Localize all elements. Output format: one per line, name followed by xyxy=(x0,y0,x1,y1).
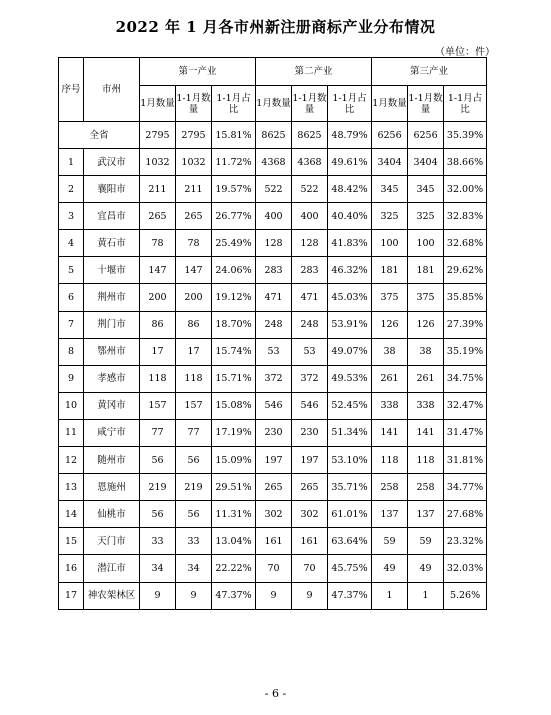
table-cell: 22.22% xyxy=(212,555,256,582)
table-cell: 35.85% xyxy=(444,284,487,311)
row-index: 16 xyxy=(59,555,84,582)
table-cell: 53 xyxy=(256,338,292,365)
table-cell: 1032 xyxy=(176,149,212,176)
table-cell: 325 xyxy=(408,203,444,230)
table-cell: 211 xyxy=(176,176,212,203)
header-sub: 1-1月占比 xyxy=(212,86,256,122)
table-cell: 23.32% xyxy=(444,528,487,555)
table-cell: 77 xyxy=(140,419,176,446)
table-cell: 200 xyxy=(140,284,176,311)
table-cell: 53.10% xyxy=(328,447,372,474)
header-sub: 1-1月占比 xyxy=(328,86,372,122)
table-cell: 546 xyxy=(256,392,292,419)
table-cell: 141 xyxy=(408,419,444,446)
row-city: 十堰市 xyxy=(84,257,140,284)
table-cell: 86 xyxy=(176,311,212,338)
table-cell: 46.32% xyxy=(328,257,372,284)
table-cell: 265 xyxy=(292,474,328,501)
table-cell: 56 xyxy=(176,447,212,474)
row-index: 9 xyxy=(59,365,84,392)
row-index: 5 xyxy=(59,257,84,284)
table-cell: 49.07% xyxy=(328,338,372,365)
table-cell: 261 xyxy=(372,365,408,392)
table-cell: 4368 xyxy=(292,149,328,176)
table-cell: 137 xyxy=(408,501,444,528)
table-cell: 372 xyxy=(292,365,328,392)
table-cell: 45.03% xyxy=(328,284,372,311)
table-cell: 161 xyxy=(292,528,328,555)
table-cell: 32.68% xyxy=(444,230,487,257)
table-cell: 157 xyxy=(176,392,212,419)
table-cell: 15.08% xyxy=(212,392,256,419)
table-cell: 35.39% xyxy=(444,122,487,149)
table-cell: 197 xyxy=(256,447,292,474)
table-cell: 31.81% xyxy=(444,447,487,474)
table-cell: 197 xyxy=(292,447,328,474)
table-cell: 375 xyxy=(372,284,408,311)
header-city: 市州 xyxy=(84,58,140,122)
table-cell: 283 xyxy=(256,257,292,284)
table-cell: 38 xyxy=(372,338,408,365)
table-row xyxy=(59,176,487,203)
table-row xyxy=(59,149,487,176)
table-cell: 147 xyxy=(140,257,176,284)
row-index: 7 xyxy=(59,311,84,338)
table-cell: 34 xyxy=(176,555,212,582)
table-cell: 63.64% xyxy=(328,528,372,555)
table-cell: 181 xyxy=(372,257,408,284)
row-city: 潜江市 xyxy=(84,555,140,582)
table-cell: 283 xyxy=(292,257,328,284)
table-cell: 219 xyxy=(140,474,176,501)
table-cell: 11.72% xyxy=(212,149,256,176)
row-index: 8 xyxy=(59,338,84,365)
table-row xyxy=(59,419,487,446)
table-cell: 53 xyxy=(292,338,328,365)
row-city: 神农架林区 xyxy=(84,582,140,609)
header-group-tertiary: 第三产业 xyxy=(372,58,487,86)
table-cell: 77 xyxy=(176,419,212,446)
table-cell: 1 xyxy=(372,582,408,609)
table-cell: 2795 xyxy=(140,122,176,149)
row-city: 荆州市 xyxy=(84,284,140,311)
table-cell: 338 xyxy=(408,392,444,419)
header-sub: 1月数量 xyxy=(140,86,176,122)
table-cell: 6256 xyxy=(408,122,444,149)
table-cell: 32.83% xyxy=(444,203,487,230)
table-cell: 230 xyxy=(292,419,328,446)
table-row xyxy=(59,257,487,284)
table-cell: 258 xyxy=(408,474,444,501)
table-cell: 17.19% xyxy=(212,419,256,446)
table-row xyxy=(59,528,487,555)
table-cell: 345 xyxy=(408,176,444,203)
table-cell: 137 xyxy=(372,501,408,528)
table-row xyxy=(59,392,487,419)
table-cell: 118 xyxy=(176,365,212,392)
table-cell: 338 xyxy=(372,392,408,419)
row-index: 17 xyxy=(59,582,84,609)
row-index: 13 xyxy=(59,474,84,501)
row-index: 10 xyxy=(59,392,84,419)
total-row xyxy=(59,122,487,149)
table-cell: 302 xyxy=(292,501,328,528)
table-row xyxy=(59,338,487,365)
table-cell: 9 xyxy=(292,582,328,609)
table-row xyxy=(59,311,487,338)
table-cell: 141 xyxy=(372,419,408,446)
table-cell: 3404 xyxy=(408,149,444,176)
table-cell: 248 xyxy=(292,311,328,338)
table-cell: 15.81% xyxy=(212,122,256,149)
table-cell: 1 xyxy=(408,582,444,609)
table-cell: 211 xyxy=(140,176,176,203)
trademark-table xyxy=(58,57,487,610)
table-cell: 546 xyxy=(292,392,328,419)
table-cell: 9 xyxy=(140,582,176,609)
table-cell: 522 xyxy=(256,176,292,203)
table-cell: 33 xyxy=(176,528,212,555)
table-cell: 100 xyxy=(408,230,444,257)
table-row xyxy=(59,582,487,609)
table-cell: 325 xyxy=(372,203,408,230)
table-cell: 32.47% xyxy=(444,392,487,419)
table-cell: 400 xyxy=(256,203,292,230)
table-cell: 5.26% xyxy=(444,582,487,609)
table-cell: 56 xyxy=(176,501,212,528)
table-cell: 29.51% xyxy=(212,474,256,501)
header-sub: 1-1月数量 xyxy=(408,86,444,122)
table-cell: 32.03% xyxy=(444,555,487,582)
table-cell: 33 xyxy=(140,528,176,555)
table-cell: 34.75% xyxy=(444,365,487,392)
table-cell: 61.01% xyxy=(328,501,372,528)
table-cell: 48.42% xyxy=(328,176,372,203)
table-row xyxy=(59,555,487,582)
row-city: 咸宁市 xyxy=(84,419,140,446)
table-cell: 126 xyxy=(408,311,444,338)
table-cell: 118 xyxy=(372,447,408,474)
table-cell: 49 xyxy=(372,555,408,582)
table-cell: 78 xyxy=(176,230,212,257)
row-city: 孝感市 xyxy=(84,365,140,392)
row-index: 11 xyxy=(59,419,84,446)
row-index: 4 xyxy=(59,230,84,257)
header-sub: 1-1月数量 xyxy=(176,86,212,122)
table-row xyxy=(59,284,487,311)
row-city: 黄冈市 xyxy=(84,392,140,419)
row-index: 14 xyxy=(59,501,84,528)
table-cell: 372 xyxy=(256,365,292,392)
table-cell: 157 xyxy=(140,392,176,419)
total-label: 全省 xyxy=(59,122,140,149)
table-row xyxy=(59,474,487,501)
table-cell: 32.00% xyxy=(444,176,487,203)
table-cell: 128 xyxy=(256,230,292,257)
table-row xyxy=(59,447,487,474)
table-cell: 34 xyxy=(140,555,176,582)
row-city: 荆门市 xyxy=(84,311,140,338)
table-cell: 41.83% xyxy=(328,230,372,257)
table-cell: 59 xyxy=(372,528,408,555)
table-cell: 6256 xyxy=(372,122,408,149)
table-cell: 128 xyxy=(292,230,328,257)
header-sub: 1-1月占比 xyxy=(444,86,487,122)
table-cell: 56 xyxy=(140,447,176,474)
table-cell: 248 xyxy=(256,311,292,338)
table-cell: 29.62% xyxy=(444,257,487,284)
table-cell: 86 xyxy=(140,311,176,338)
table-cell: 3404 xyxy=(372,149,408,176)
header-group-secondary: 第二产业 xyxy=(256,58,372,86)
row-index: 15 xyxy=(59,528,84,555)
table-cell: 17 xyxy=(140,338,176,365)
table-cell: 35.19% xyxy=(444,338,487,365)
table-cell: 8625 xyxy=(292,122,328,149)
table-cell: 49.61% xyxy=(328,149,372,176)
table-cell: 19.12% xyxy=(212,284,256,311)
table-cell: 70 xyxy=(292,555,328,582)
table-cell: 52.45% xyxy=(328,392,372,419)
table-cell: 11.31% xyxy=(212,501,256,528)
table-cell: 48.79% xyxy=(328,122,372,149)
table-cell: 35.71% xyxy=(328,474,372,501)
table-cell: 49.53% xyxy=(328,365,372,392)
table-cell: 40.40% xyxy=(328,203,372,230)
table-cell: 258 xyxy=(372,474,408,501)
row-city: 武汉市 xyxy=(84,149,140,176)
table-cell: 345 xyxy=(372,176,408,203)
header-group-primary: 第一产业 xyxy=(140,58,256,86)
row-index: 3 xyxy=(59,203,84,230)
table-cell: 38 xyxy=(408,338,444,365)
header-idx: 序号 xyxy=(59,58,84,122)
table-cell: 27.68% xyxy=(444,501,487,528)
table-cell: 126 xyxy=(372,311,408,338)
table-cell: 302 xyxy=(256,501,292,528)
table-cell: 375 xyxy=(408,284,444,311)
row-city: 襄阳市 xyxy=(84,176,140,203)
table-cell: 31.47% xyxy=(444,419,487,446)
table-cell: 38.66% xyxy=(444,149,487,176)
table-cell: 13.04% xyxy=(212,528,256,555)
table-cell: 17 xyxy=(176,338,212,365)
table-cell: 15.09% xyxy=(212,447,256,474)
table-row xyxy=(59,230,487,257)
header-sub: 1-1月数量 xyxy=(292,86,328,122)
row-city: 仙桃市 xyxy=(84,501,140,528)
table-cell: 15.74% xyxy=(212,338,256,365)
table-cell: 181 xyxy=(408,257,444,284)
table-cell: 9 xyxy=(256,582,292,609)
table-cell: 161 xyxy=(256,528,292,555)
table-cell: 1032 xyxy=(140,149,176,176)
table-cell: 471 xyxy=(256,284,292,311)
row-city: 宜昌市 xyxy=(84,203,140,230)
table-cell: 8625 xyxy=(256,122,292,149)
table-cell: 34.77% xyxy=(444,474,487,501)
table-cell: 471 xyxy=(292,284,328,311)
table-cell: 59 xyxy=(408,528,444,555)
table-cell: 118 xyxy=(140,365,176,392)
table-cell: 51.34% xyxy=(328,419,372,446)
row-index: 2 xyxy=(59,176,84,203)
table-cell: 265 xyxy=(256,474,292,501)
table-cell: 70 xyxy=(256,555,292,582)
table-cell: 230 xyxy=(256,419,292,446)
table-cell: 47.37% xyxy=(328,582,372,609)
table-cell: 47.37% xyxy=(212,582,256,609)
row-city: 恩施州 xyxy=(84,474,140,501)
table-cell: 200 xyxy=(176,284,212,311)
table-cell: 147 xyxy=(176,257,212,284)
table-cell: 265 xyxy=(140,203,176,230)
row-index: 1 xyxy=(59,149,84,176)
table-cell: 78 xyxy=(140,230,176,257)
row-city: 鄂州市 xyxy=(84,338,140,365)
table-cell: 4368 xyxy=(256,149,292,176)
table-cell: 53.91% xyxy=(328,311,372,338)
table-cell: 100 xyxy=(372,230,408,257)
table-cell: 24.06% xyxy=(212,257,256,284)
unit-label: （单位：件） xyxy=(435,47,495,58)
table-cell: 19.57% xyxy=(212,176,256,203)
table-cell: 45.75% xyxy=(328,555,372,582)
table-cell: 49 xyxy=(408,555,444,582)
row-index: 12 xyxy=(59,447,84,474)
row-city: 随州市 xyxy=(84,447,140,474)
row-city: 黄石市 xyxy=(84,230,140,257)
header-sub: 1月数量 xyxy=(372,86,408,122)
table-cell: 522 xyxy=(292,176,328,203)
table-row xyxy=(59,365,487,392)
table-cell: 15.71% xyxy=(212,365,256,392)
row-index: 6 xyxy=(59,284,84,311)
row-city: 天门市 xyxy=(84,528,140,555)
table-cell: 25.49% xyxy=(212,230,256,257)
table-cell: 26.77% xyxy=(212,203,256,230)
table-row xyxy=(59,203,487,230)
table-cell: 261 xyxy=(408,365,444,392)
table-cell: 2795 xyxy=(176,122,212,149)
table-cell: 400 xyxy=(292,203,328,230)
table-cell: 265 xyxy=(176,203,212,230)
table-cell: 219 xyxy=(176,474,212,501)
document-title: 2022 年 1 月各市州新注册商标产业分布情况 xyxy=(115,18,436,36)
table-cell: 9 xyxy=(176,582,212,609)
table-cell: 27.39% xyxy=(444,311,487,338)
table-row xyxy=(59,501,487,528)
table-cell: 56 xyxy=(140,501,176,528)
page-number: - 6 - xyxy=(264,687,287,700)
table-cell: 118 xyxy=(408,447,444,474)
header-sub: 1月数量 xyxy=(256,86,292,122)
table-cell: 18.70% xyxy=(212,311,256,338)
